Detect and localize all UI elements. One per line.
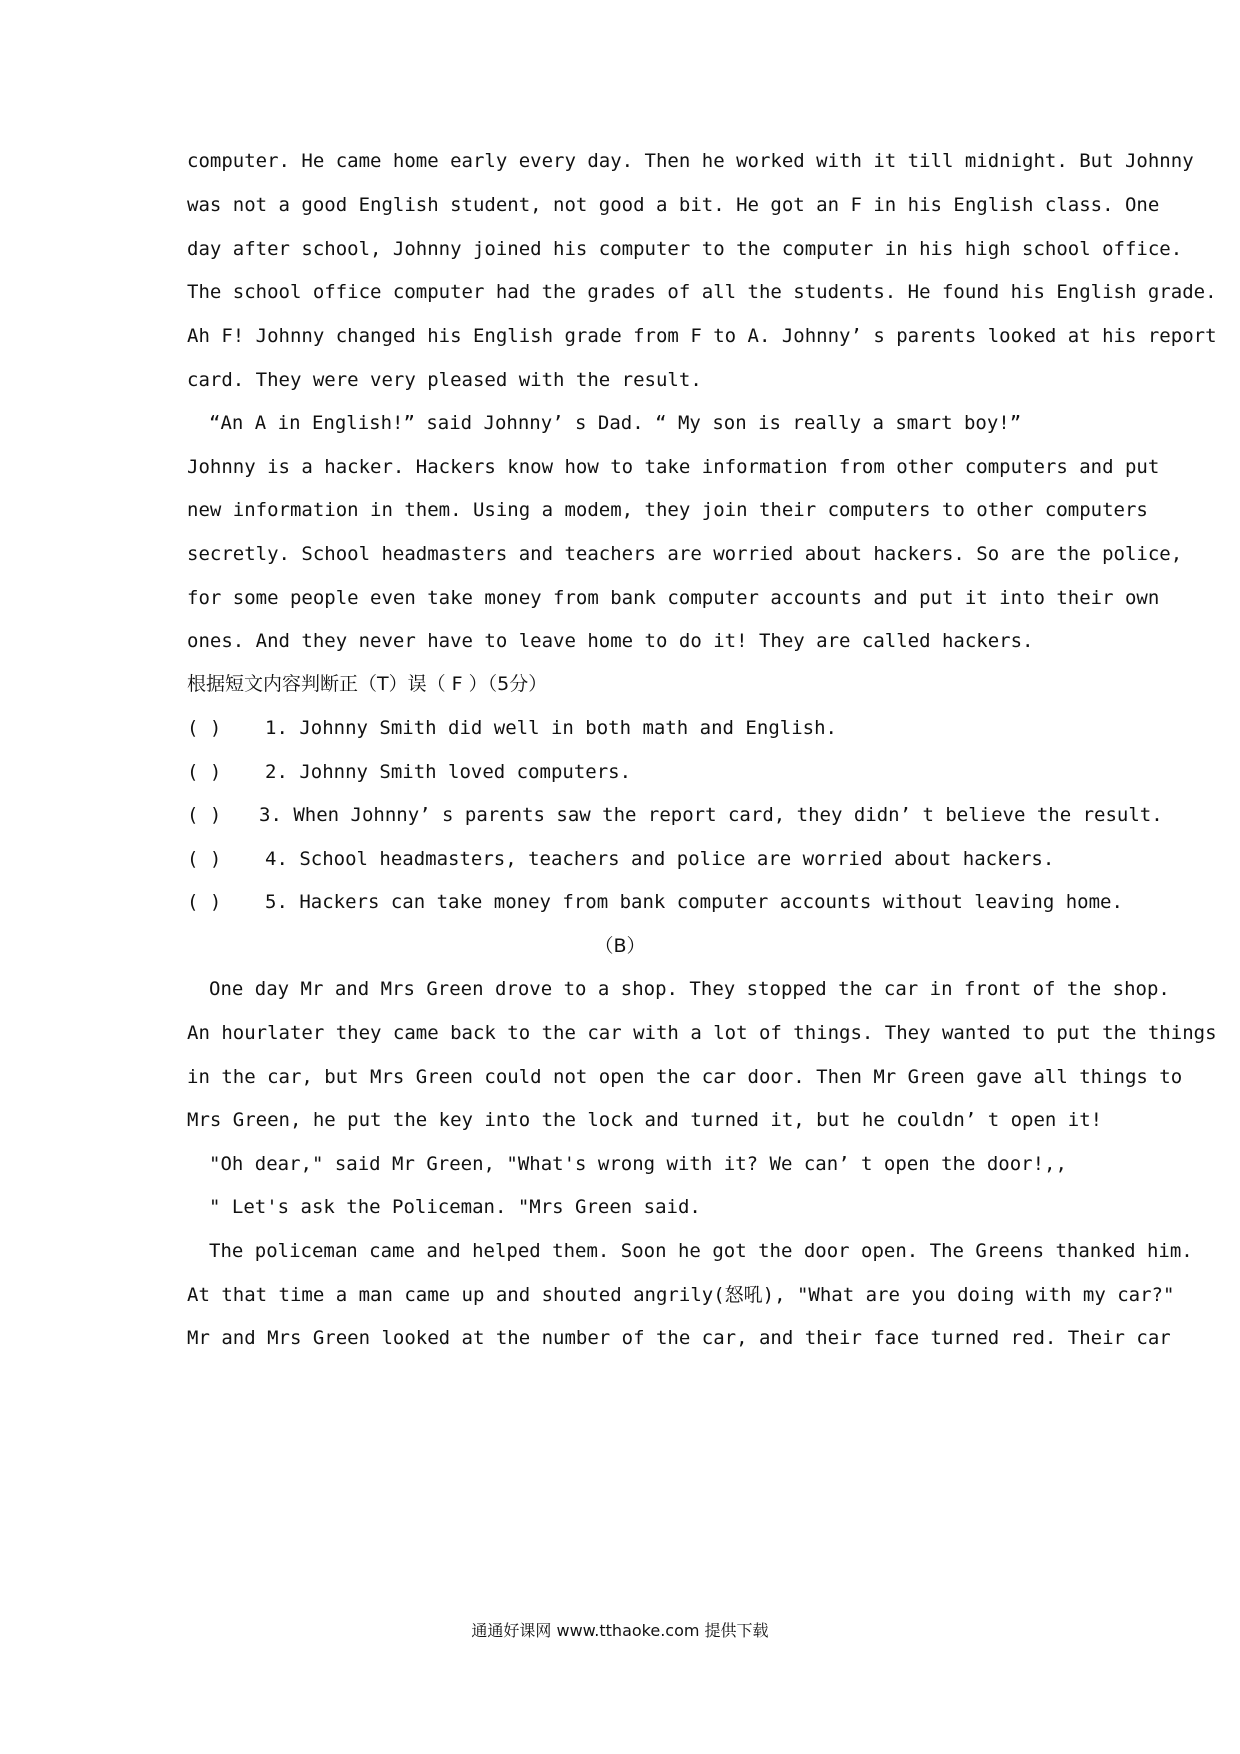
passage-b-line: in the car, but Mrs Green could not open the car door. Then Mr Green gave all things to (187, 1066, 1183, 1088)
true-false-instructions: 根据短文内容判断正（T）误（ F ）（5分） (187, 673, 548, 695)
passage-a-line: card. They were very pleased with the result. (187, 369, 702, 391)
passage-b-line: One day Mr and Mrs Green drove to a shop. They stopped the car in front of the shop. (209, 978, 1170, 1000)
page-footer: 通通好课网 www.tthaoke.com 提供下载 (471, 1621, 769, 1640)
question-text: 4. School headmasters, teachers and police are worried about hackers. (265, 848, 1055, 870)
answer-blank[interactable]: ( ) (187, 717, 222, 739)
passage-a-line: was not a good English student, not good a bit. He got an F in his English class. One (187, 194, 1160, 216)
answer-blank[interactable]: ( ) (187, 761, 222, 783)
passage-a-line: computer. He came home early every day. Then he worked with it till midnight. But Johnny (187, 150, 1194, 172)
answer-blank[interactable]: ( ) (187, 848, 222, 870)
passage-a-dialogue: “An A in English!” said Johnny’ s Dad. “ My son is really a smart boy!” (209, 412, 1022, 434)
passage-b-dialogue: "Oh dear," said Mr Green, "What's wrong with it? We can’ t open the door!,, (209, 1153, 1067, 1175)
passage-b-line: Mr and Mrs Green looked at the number of the car, and their face turned red. Their car (187, 1327, 1171, 1349)
answer-blank[interactable]: ( ) (187, 891, 222, 913)
question-text: 2. Johnny Smith loved computers. (265, 761, 632, 783)
question-text: 5. Hackers can take money from bank computer accounts without leaving home. (265, 891, 1123, 913)
passage-a-line: ones. And they never have to leave home to do it! They are called hackers. (187, 630, 1034, 652)
passage-a-line: Johnny is a hacker. Hackers know how to take information from other computers and put (187, 456, 1160, 478)
passage-a-line: new information in them. Using a modem, they join their computers to other computers (187, 499, 1148, 521)
passage-a-line: for some people even take money from bank computer accounts and put it into their own (187, 587, 1160, 609)
passage-b-line: The policeman came and helped them. Soon he got the door open. The Greens thanked him. (209, 1240, 1193, 1262)
passage-b-dialogue: " Let's ask the Policeman. "Mrs Green said. (209, 1196, 701, 1218)
passage-a-line: secretly. School headmasters and teachers are worried about hackers. So are the police, (187, 543, 1183, 565)
passage-b-line: An hourlater they came back to the car with a lot of things. They wanted to put the things (187, 1022, 1217, 1044)
answer-blank[interactable]: ( ) (187, 804, 222, 826)
passage-b-line: At that time a man came up and shouted angrily(怒吼), "What are you doing with my car?" (187, 1284, 1175, 1306)
question-text: 1. Johnny Smith did well in both math and English. (265, 717, 837, 739)
question-text: 3. When Johnny’ s parents saw the report card, they didn’ t believe the result. (259, 804, 1163, 826)
section-b-heading: （B） (594, 935, 646, 957)
passage-a-line: The school office computer had the grades of all the students. He found his English grade. (187, 281, 1217, 303)
passage-b-line: Mrs Green, he put the key into the lock and turned it, but he couldn’ t open it! (187, 1109, 1103, 1131)
passage-a-line: day after school, Johnny joined his computer to the computer in his high school office. (187, 238, 1183, 260)
passage-a-line: Ah F! Johnny changed his English grade from F to A. Johnny’ s parents looked at his report (187, 325, 1217, 347)
